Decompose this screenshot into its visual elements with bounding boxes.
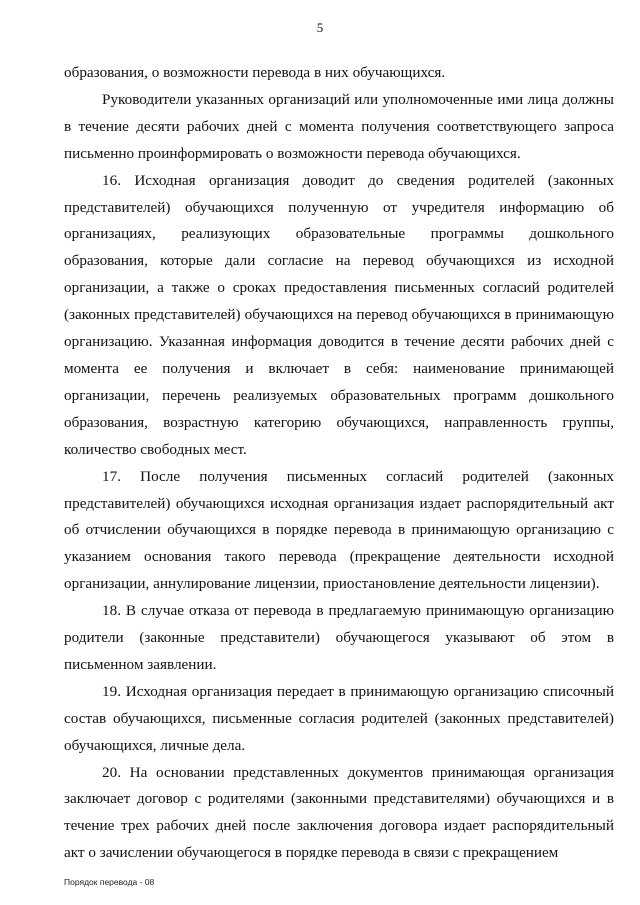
document-body (64, 60, 614, 867)
paragraph-19: 19. Исходная организация передает в принимающую организацию списочный состав обучающихся, письменные согласия родителей (законных представителей) обучающихся, личные дела. (64, 682, 614, 754)
paragraph-16: 16. Исходная организация доводит до сведения родителей (законных представителей) обучающихся полученную от учредителя информацию об организациях, реализующих образовательные программы дошкольного образования, которые дали согласие на перевод обучающихся из исходной организации, а также о сроках предоставления письменных согласий родителей (законных представителей) обучающихся на перевод обучающихся в принимающую организацию. Указанная информация доводится в течение десяти рабочих дней с момента ее получения и включает в себя: наименование принимающей организации, перечень реализуемых образовательных программ дошкольного образования, возрастную категорию обучающихся, направленность группы, количество свободных мест. (64, 171, 614, 458)
footer-note: Порядок перевода - 08 (64, 877, 155, 887)
page-number: 5 (316, 20, 324, 35)
paragraph-20: 20. На основании представленных документов принимающая организация заключает договор с родителями (законными представителями) обучающихся и в течение трех рабочих дней после заключения договора издает распорядительный акт о зачислении обучающегося в порядке перевода в связи с прекращением (64, 763, 614, 862)
paragraph-heads-notify: Руководители указанных организаций или уполномоченные ими лица должны в течение десяти рабочих дней с момента получения соответствующего запроса письменно проинформировать о возможности перевода обучающихся. (64, 90, 614, 162)
paragraph-17: 17. После получения письменных согласий родителей (законных представителей) обучающихся исходная организация издает распорядительный акт об отчислении обучающихся в порядке перевода в принимающую организацию с указанием основания такого перевода (прекращение деятельности исходной организации, аннулирование лицензии, приостановление деятельности лицензии). (64, 467, 614, 593)
paragraph-18: 18. В случае отказа от перевода в предлагаемую принимающую организацию родители (законные представители) обучающегося указывают об этом в письменном заявлении. (64, 602, 614, 673)
paragraph-continuation: образования, о возможности перевода в них обучающихся. (64, 64, 446, 81)
